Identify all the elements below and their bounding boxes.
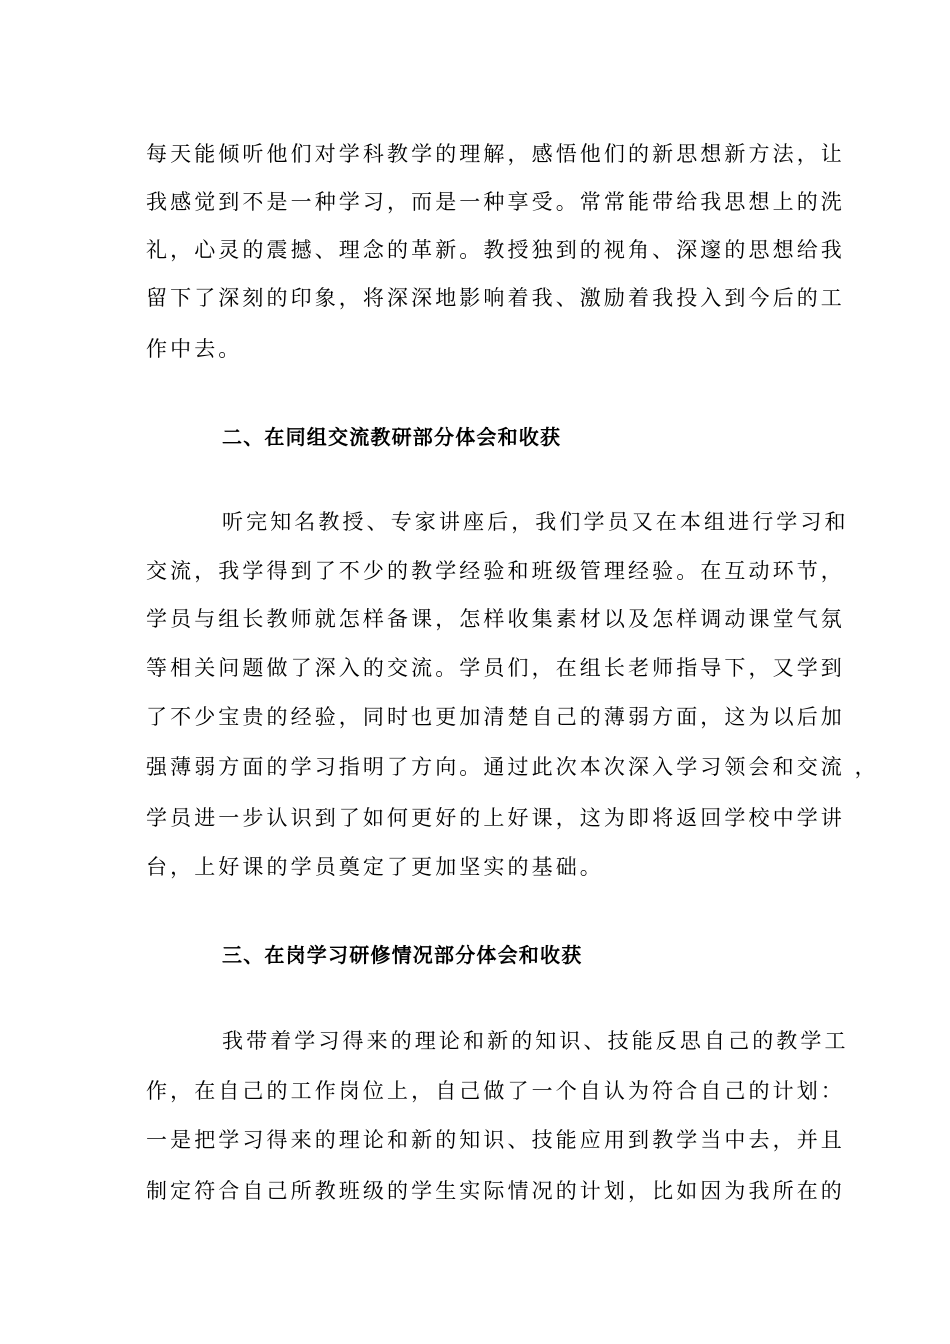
- paragraph-1-line-5: 作中去。: [146, 337, 243, 361]
- paragraph-1-line-4: 留下了深刻的印象，将深深地影响着我、激励着我投入到今后的工: [146, 286, 845, 310]
- paragraph-1-line-1: 每天能倾听他们对学科教学的理解，感悟他们的新思想新方法，让: [146, 142, 845, 166]
- paragraph-2-line-7: 学员进一步认识到了如何更好的上好课，这为即将返回学校中学讲: [146, 806, 845, 830]
- paragraph-2-line-3: 学员与组长教师就怎样备课，怎样收集素材以及怎样调动课堂气氛: [146, 607, 845, 631]
- paragraph-2-line-6: 强薄弱方面的学习指明了方向。通过此次本次深入学习领会和交流 ，: [146, 755, 879, 779]
- paragraph-3-line-4: 制定符合自己所教班级的学生实际情况的计划，比如因为我所在的: [146, 1179, 845, 1203]
- paragraph-2-line-5: 了不少宝贵的经验，同时也更加清楚自己的薄弱方面，这为以后加: [146, 705, 845, 729]
- paragraph-2-line-8: 台，上好课的学员奠定了更加坚实的基础。: [146, 855, 604, 879]
- paragraph-3-line-2: 作，在自己的工作岗位上，自己做了一个自认为符合自己的计划：: [146, 1079, 845, 1103]
- section-heading-2: 二、在同组交流教研部分体会和收获: [222, 425, 562, 449]
- paragraph-3-line-1: 我带着学习得来的理论和新的知识、技能反思自己的教学工: [222, 1029, 849, 1053]
- paragraph-3-line-3: 一是把学习得来的理论和新的知识、技能应用到教学当中去，并且: [146, 1128, 845, 1152]
- section-heading-3: 三、在岗学习研修情况部分体会和收获: [222, 943, 583, 967]
- paragraph-1-line-3: 礼，心灵的震撼、理念的革新。教授独到的视角、深邃的思想给我: [146, 238, 845, 262]
- paragraph-1-line-2: 我感觉到不是一种学习，而是一种享受。常常能带给我思想上的洗: [146, 190, 845, 214]
- paragraph-2-line-2: 交流，我学得到了不少的教学经验和班级管理经验。在互动环节，: [146, 559, 845, 583]
- paragraph-2-line-4: 等相关问题做了深入的交流。学员们，在组长老师指导下，又学到: [146, 656, 845, 680]
- paragraph-2-line-1: 听完知名教授、专家讲座后，我们学员又在本组进行学习和: [222, 510, 849, 534]
